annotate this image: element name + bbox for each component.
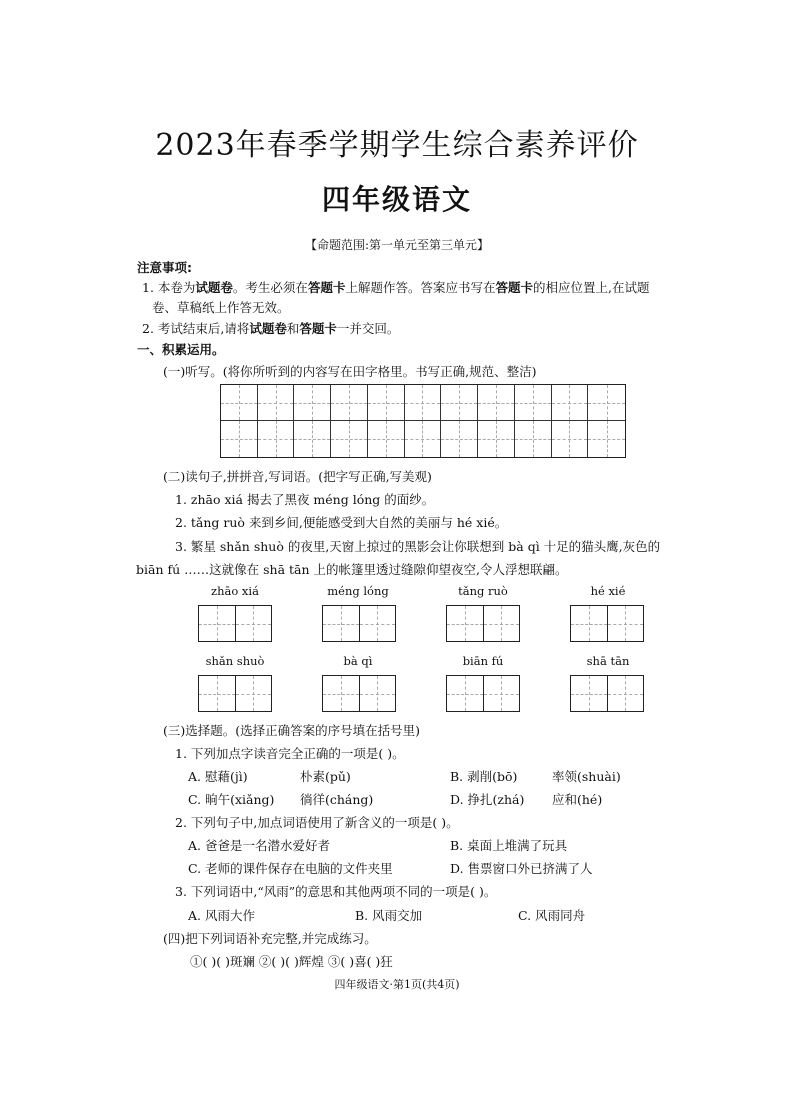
note-1-text: 的相应位置上,在试题 xyxy=(532,280,650,295)
grid-cell[interactable] xyxy=(441,385,478,421)
choice-q3-option-b[interactable]: B. 风雨交加 xyxy=(355,908,423,923)
pinyin-sentence-1: 1. zhāo xiá 揭去了黑夜 méng lóng 的面纱。 xyxy=(175,492,435,507)
choice-q1-option-a1[interactable]: A. 慰藉(jì) xyxy=(188,769,248,784)
note-1 xyxy=(142,278,649,296)
choice-q1-option-b1[interactable]: B. 剥削(bō) xyxy=(450,769,518,784)
choice-q2-option-b[interactable]: B. 桌面上堆满了玩具 xyxy=(450,838,568,853)
grid-cell[interactable] xyxy=(588,385,625,421)
pinyin-label: hé xié xyxy=(590,584,626,598)
pinyin-sentence-2: 2. tǎng ruò 来到乡间,便能感受到大自然的美丽与 hé xié。 xyxy=(175,515,508,530)
note-2-text: 一并交回。 xyxy=(336,321,400,336)
grid-cell[interactable] xyxy=(478,385,515,421)
choice-q2-option-a[interactable]: A. 爸爸是一名潜水爱好者 xyxy=(188,838,330,853)
choice-q1-option-c1[interactable]: C. 晌午(xiǎng) xyxy=(188,792,275,807)
grid-cell[interactable] xyxy=(441,421,478,457)
grid-cell[interactable] xyxy=(331,421,368,457)
box-cell[interactable] xyxy=(571,676,608,711)
note-1-text: 上解题作答。答案应书写在 xyxy=(345,280,496,295)
choice-q1-option-d2[interactable]: 应和(hé) xyxy=(552,792,603,807)
grid-cell[interactable] xyxy=(478,421,515,457)
pinyin-label: tǎng ruò xyxy=(458,584,508,598)
pinyin-label: biān fú xyxy=(462,654,504,668)
pinyin-label: shā tān xyxy=(586,654,630,668)
choice-q1-option-a2[interactable]: 朴素(pǔ) xyxy=(300,769,351,784)
pinyin-label: bà qì xyxy=(343,654,373,668)
note-2-text: 和 xyxy=(286,321,300,336)
answer-box[interactable] xyxy=(446,605,520,642)
note-2-bold: 试题卷 xyxy=(249,321,287,336)
grid-cell[interactable] xyxy=(515,421,552,457)
pinyin-label: zhāo xiá xyxy=(211,584,259,598)
choice-q1-option-c2[interactable]: 徜徉(cháng) xyxy=(300,792,374,807)
answer-box[interactable] xyxy=(446,675,520,712)
grid-cell[interactable] xyxy=(405,421,442,457)
grid-cell[interactable] xyxy=(552,385,589,421)
grid-cell[interactable] xyxy=(588,421,625,457)
choice-q2: 2. 下列句子中,加点词语使用了新含义的一项是( )。 xyxy=(175,815,459,830)
box-cell[interactable] xyxy=(608,676,644,711)
choice-q1: 1. 下列加点字读音完全正确的一项是( )。 xyxy=(175,746,405,761)
exam-scope: 【命题范围:第一单元至第三单元】 xyxy=(304,238,490,252)
grid-cell[interactable] xyxy=(258,421,295,457)
box-cell[interactable] xyxy=(360,676,396,711)
notes-heading: 注意事项: xyxy=(137,260,192,275)
grid-cell[interactable] xyxy=(368,385,405,421)
exam-title: 2023年春季学期学生综合素养评价 xyxy=(155,128,639,163)
choice-q2-option-d[interactable]: D. 售票窗口外已挤满了人 xyxy=(450,861,593,876)
pinyin-sentence-3-continued: biān fú ……这就像在 shā tān 上的帐篷里透过缝隙仰望夜空,令人浮想联翩。 xyxy=(136,562,568,577)
box-cell[interactable] xyxy=(608,606,644,641)
grid-cell[interactable] xyxy=(552,421,589,457)
box-cell[interactable] xyxy=(447,676,484,711)
note-1-bold: 答题卡 xyxy=(307,280,346,295)
box-cell[interactable] xyxy=(571,606,608,641)
answer-box[interactable] xyxy=(322,605,396,642)
box-cell[interactable] xyxy=(323,606,360,641)
box-cell[interactable] xyxy=(199,606,236,641)
note-2 xyxy=(142,319,399,337)
note-1-continued: 卷、草稿纸上作答无效。 xyxy=(152,300,290,315)
grid-cell[interactable] xyxy=(405,385,442,421)
note-1-text: 。考生必须在 xyxy=(232,280,308,295)
choice-q3-option-c[interactable]: C. 风雨同舟 xyxy=(518,908,586,923)
fill-line[interactable]: ①( )( )斑斓 ②( )( )辉煌 ③( )喜( )狂 xyxy=(190,954,393,969)
question-pinyin: (二)读句子,拼拼音,写词语。(把字写正确,写美观) xyxy=(163,469,432,484)
grid-cell[interactable] xyxy=(368,421,405,457)
question-fill: (四)把下列词语补充完整,并完成练习。 xyxy=(163,931,377,946)
grid-cell[interactable] xyxy=(221,421,258,457)
box-cell[interactable] xyxy=(323,676,360,711)
dictation-grid[interactable] xyxy=(220,384,626,458)
answer-box[interactable] xyxy=(198,605,272,642)
question-dictation: (一)听写。(将你所听到的内容写在田字格里。书写正确,规范、整洁) xyxy=(163,364,537,379)
pinyin-label: méng lóng xyxy=(327,584,389,598)
box-cell[interactable] xyxy=(484,606,520,641)
box-cell[interactable] xyxy=(447,606,484,641)
answer-box[interactable] xyxy=(570,605,644,642)
page-footer: 四年级语文·第1页(共4页) xyxy=(334,978,460,991)
choice-q1-option-d1[interactable]: D. 挣扎(zhá) xyxy=(450,792,525,807)
note-2-bold: 答题卡 xyxy=(299,321,337,336)
note-1-bold: 试题卷 xyxy=(195,280,233,295)
grid-cell[interactable] xyxy=(221,385,258,421)
pinyin-sentence-3: 3. 繁星 shǎn shuò 的夜里,天窗上掠过的黑影会让你联想到 bà qì 十足的猫头鹰,灰色的 xyxy=(175,539,661,554)
grid-cell[interactable] xyxy=(331,385,368,421)
exam-subject: 四年级语文 xyxy=(321,183,472,216)
choice-q3: 3. 下列词语中,“风雨”的意思和其他两项不同的一项是( )。 xyxy=(175,884,497,899)
grid-cell[interactable] xyxy=(258,385,295,421)
grid-cell[interactable] xyxy=(294,421,331,457)
section-1-heading: 一、积累运用。 xyxy=(137,342,225,357)
box-cell[interactable] xyxy=(199,676,236,711)
note-1-text: 1. 本卷为 xyxy=(142,280,196,295)
choice-q3-option-a[interactable]: A. 风雨大作 xyxy=(188,908,255,923)
grid-cell[interactable] xyxy=(294,385,331,421)
box-cell[interactable] xyxy=(484,676,520,711)
question-choice: (三)选择题。(选择正确答案的序号填在括号里) xyxy=(163,723,421,738)
box-cell[interactable] xyxy=(236,676,272,711)
box-cell[interactable] xyxy=(360,606,396,641)
pinyin-label: shǎn shuò xyxy=(205,654,265,668)
grid-cell[interactable] xyxy=(515,385,552,421)
answer-box[interactable] xyxy=(198,675,272,712)
answer-box[interactable] xyxy=(322,675,396,712)
note-1-bold: 答题卡 xyxy=(495,280,533,295)
note-2-text: 2. 考试结束后,请将 xyxy=(142,321,250,336)
answer-box[interactable] xyxy=(570,675,644,712)
choice-q1-option-b2[interactable]: 率领(shuài) xyxy=(552,769,621,784)
choice-q2-option-c[interactable]: C. 老师的课件保存在电脑的文件夹里 xyxy=(188,861,393,876)
box-cell[interactable] xyxy=(236,606,272,641)
